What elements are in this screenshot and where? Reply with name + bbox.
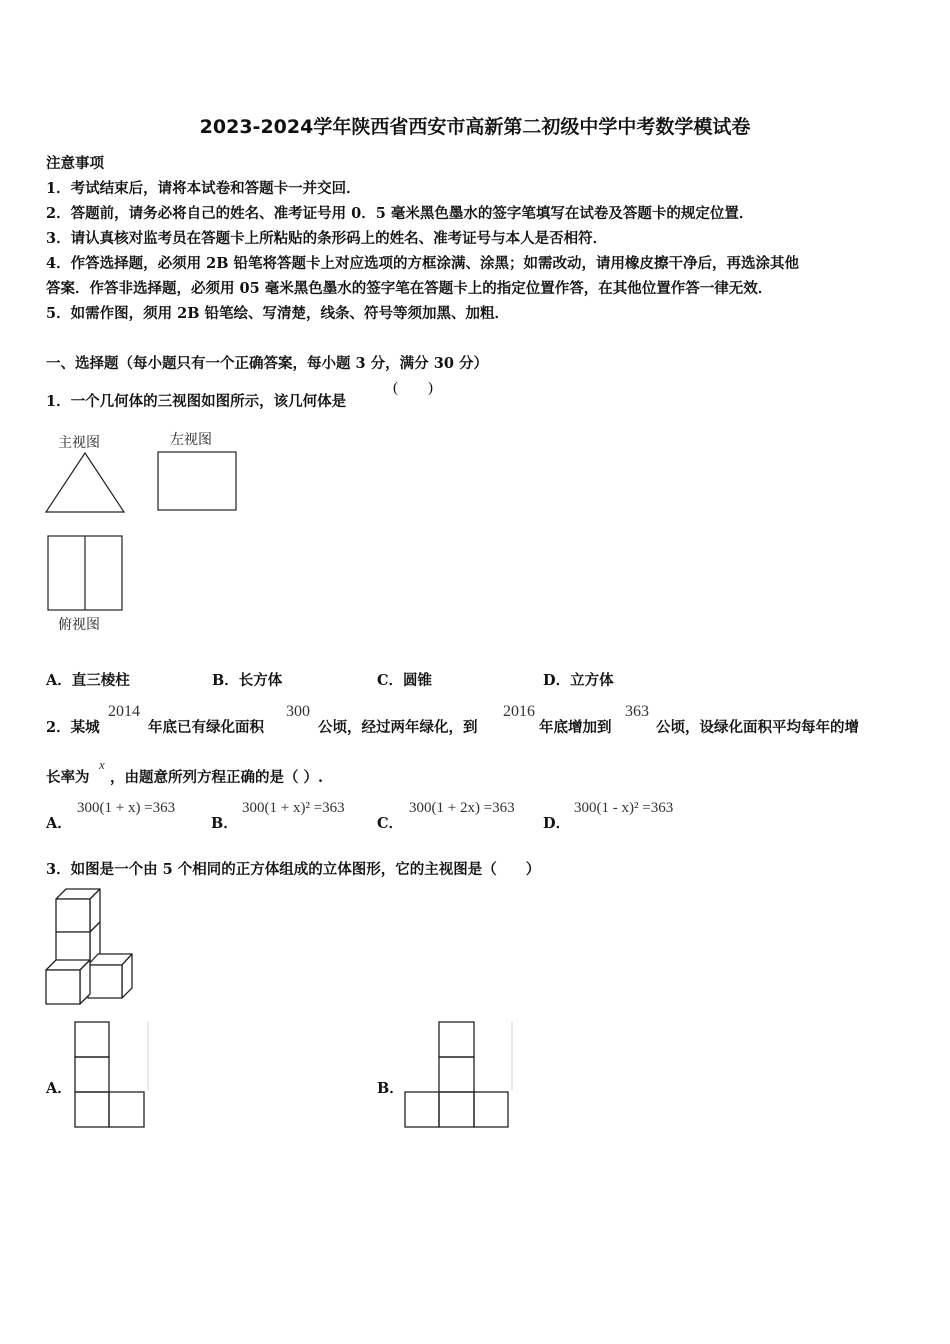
q2-year-2: 2016 <box>503 703 535 720</box>
q2-year-1: 2014 <box>108 703 140 720</box>
q1-option-d[interactable]: D．立方体 <box>543 672 614 689</box>
q1-option-a[interactable]: A．直三棱柱 <box>46 672 130 689</box>
option-b-square <box>474 1092 508 1127</box>
q2-text-2: 年底已有绿化面积 <box>148 719 264 736</box>
option-a-square <box>75 1092 109 1127</box>
q2-text-1: 2．某城 <box>46 719 100 736</box>
q1-option-c[interactable]: C．圆锥 <box>377 672 433 689</box>
left-view-label: 左视图 <box>170 432 212 448</box>
notice-item: 2．答题前，请务必将自己的姓名、准考证号用 0．5 毫米黑色墨水的签字笔填写在试卷及答题卡的规定位置． <box>46 205 754 222</box>
notice-item: 1．考试结束后，请将本试卷和答题卡一并交回． <box>46 180 361 197</box>
page-title: 2023-2024学年陕西省西安市高新第二初级中学中考数学模试卷 <box>199 116 751 138</box>
q2-option-c-equation: 300(1 + 2x) =363 <box>409 800 515 816</box>
q3-option-b[interactable]: B． <box>377 1080 404 1097</box>
q2-text-6: 长率为 <box>46 769 90 786</box>
option-a-square <box>109 1092 144 1127</box>
front-view-label: 主视图 <box>58 435 100 451</box>
q2-option-d-label[interactable]: D． <box>543 815 571 832</box>
top-view-label: 俯视图 <box>58 617 100 633</box>
option-a-square <box>75 1022 109 1057</box>
q2-area-1: 300 <box>286 703 310 720</box>
q2-option-c-label[interactable]: C． <box>377 815 404 832</box>
cube-front-face <box>88 965 122 998</box>
notice-item: 3．请认真核对监考员在答题卡上所粘贴的条形码上的姓名、准考证号与本人是否相符． <box>46 230 608 247</box>
q2-option-b-label[interactable]: B． <box>211 815 238 832</box>
notice-item: 5．如需作图，须用 2B 铅笔绘、写清楚，线条、符号等须加黑、加粗． <box>46 305 510 322</box>
option-a-square <box>75 1057 109 1092</box>
q2-option-a-label[interactable]: A． <box>46 815 72 832</box>
q2-text-7: ，由题意所列方程正确的是（ ）. <box>110 769 324 786</box>
notice-item: 答案．作答非选择题，必须用 05 毫米黑色墨水的签字笔在答题卡上的指定位置作答，在其他位置作答一律无效． <box>46 280 773 297</box>
q2-option-b-equation: 300(1 + x)² =363 <box>242 800 345 816</box>
option-b-square <box>439 1057 474 1092</box>
q2-text-4: 年底增加到 <box>539 719 612 736</box>
q2-text-3: 公顷，经过两年绿化，到 <box>318 719 478 736</box>
q1-option-b[interactable]: B．长方体 <box>212 672 283 689</box>
notice-heading: 注意事项 <box>46 155 104 172</box>
notice-item: 4．作答选择题，必须用 2B 铅笔将答题卡上对应选项的方框涂满、涂黑；如需改动，请用橡皮擦干净后，再选涂其他 <box>46 255 800 272</box>
q2-option-d-equation: 300(1 - x)² =363 <box>574 800 674 816</box>
section-heading: 一、选择题（每小题只有一个正确答案，每小题 3 分，满分 30 分） <box>46 355 488 372</box>
q2-variable: x <box>99 757 105 772</box>
q2-text-5: 公顷，设绿化面积平均每年的增 <box>656 719 859 736</box>
cube-front-face <box>56 899 90 932</box>
q3-stem: 3．如图是一个由 5 个相同的正方体组成的立体图形，它的主视图是（ ） <box>46 861 541 878</box>
option-b-square <box>405 1092 439 1127</box>
question-1-paren: ( ) <box>393 380 433 396</box>
q3-option-a[interactable]: A． <box>46 1080 72 1097</box>
q2-area-2: 363 <box>625 703 649 720</box>
option-b-square <box>439 1092 474 1127</box>
option-b-square <box>439 1022 474 1057</box>
q2-option-a-equation: 300(1 + x) =363 <box>77 800 176 816</box>
question-1-stem: 1．一个几何体的三视图如图所示，该几何体是 <box>46 393 347 410</box>
cube-front-face <box>46 970 80 1004</box>
